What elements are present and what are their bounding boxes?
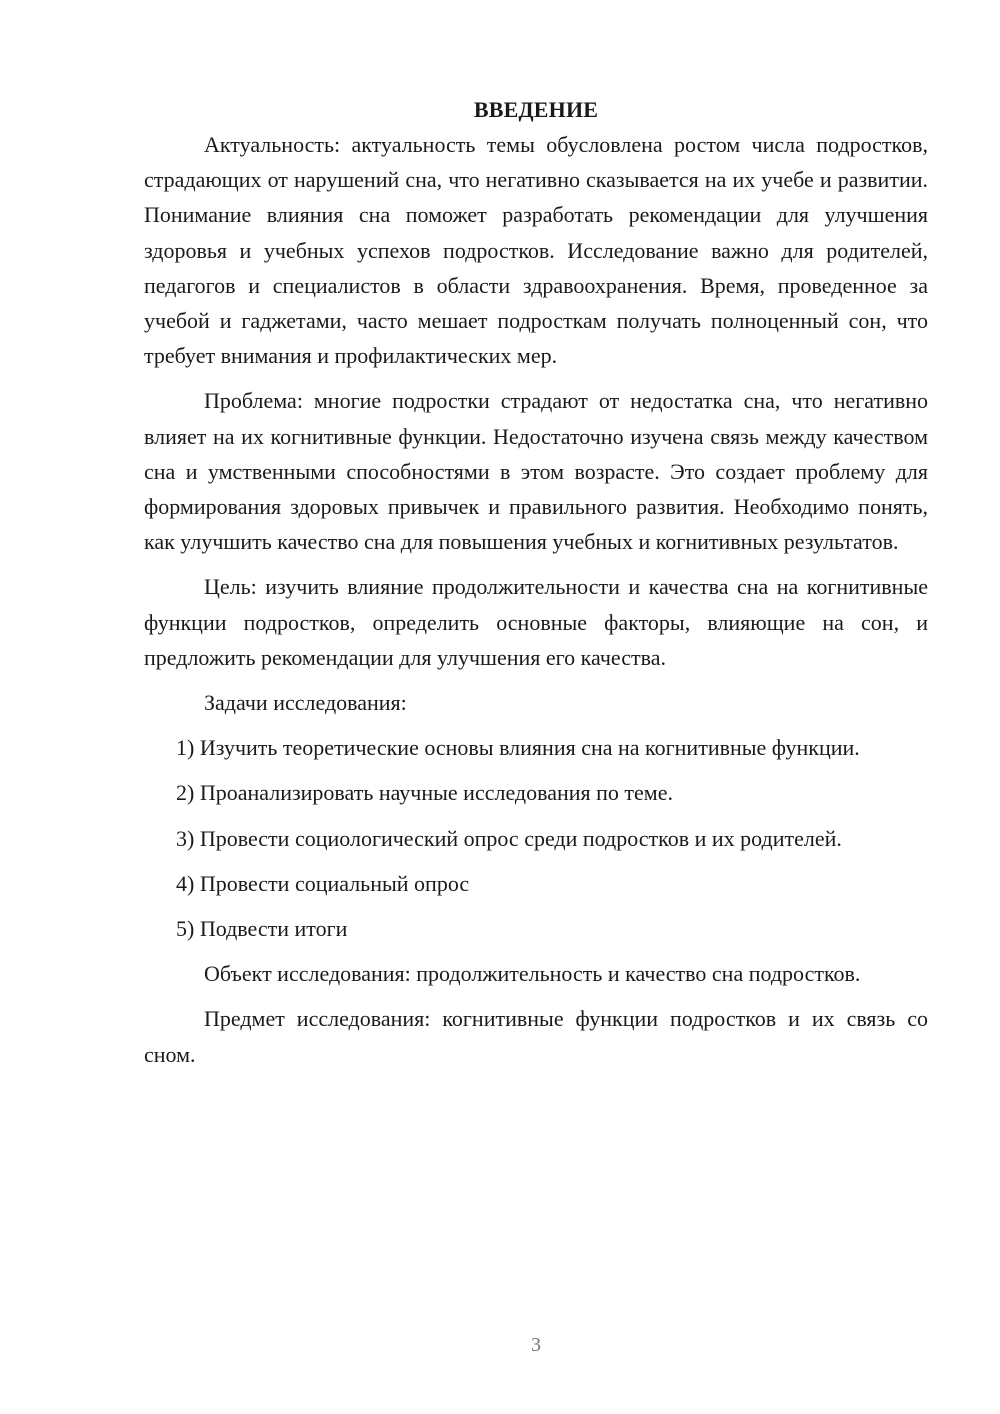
list-item: 5) Подвести итоги: [176, 916, 348, 942]
list-item: 3) Провести социологический опрос среди подростков и их родителей.: [176, 825, 842, 851]
object-paragraph: Объект исследования: продолжительность и качество сна подростков.: [204, 961, 861, 987]
subject-paragraph: Предмет исследования: когнитивные функции подростков и их связь со сном.: [144, 1006, 928, 1067]
page-title: ВВЕДЕНИЕ: [473, 97, 599, 122]
list-item: 1) Изучить теоретические основы влияния сна на когнитивные функции.: [176, 735, 860, 761]
tasks-heading: Задачи исследования:: [204, 690, 407, 716]
relevance-paragraph: Актуальность: актуальность темы обусловлена ростом числа подростков, страдающих от нарушений сна, что негативно сказывается на их учебе и развитии. Понимание влияния сна поможет разработать рекомендации для улучшения здоровья и учебных успехов подростков. Исследование важно для родителей, педагогов и специалистов в области здравоохранения. Время, проведенное за учебой и гаджетами, часто мешает подросткам получать полноценный сон, что требует внимания и профилактических мер.: [144, 132, 928, 369]
problem-paragraph: Проблема: многие подростки страдают от недостатка сна, что негативно влияет на их когнитивные функции. Недостаточно изучена связь между качеством сна и умственными способностями в этом возрасте. Это создает проблему для формирования здоровых привычек и правильного развития. Необходимо понять, как улучшить качество сна для повышения учебных и когнитивных результатов.: [144, 388, 928, 555]
list-item: 2) Проанализировать научные исследования по теме.: [176, 780, 673, 806]
goal-paragraph: Цель: изучить влияние продолжительности и качества сна на когнитивные функции подростков, определить основные факторы, влияющие на сон, и предложить рекомендации для улучшения его качества.: [144, 574, 928, 670]
tasks-list: [144, 730, 928, 946]
document-page: [144, 92, 928, 1072]
page-number: 3: [531, 1334, 541, 1356]
list-item: 4) Провести социальный опрос: [176, 870, 470, 896]
